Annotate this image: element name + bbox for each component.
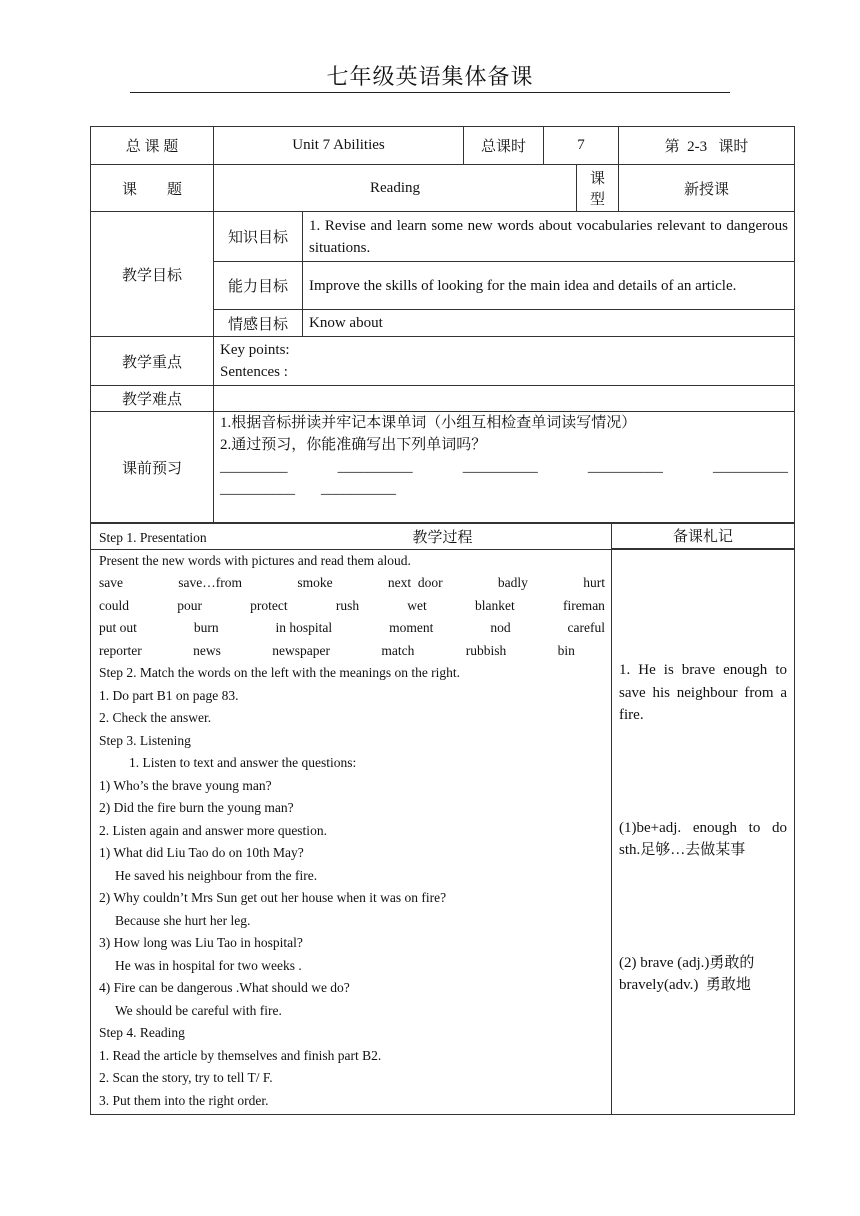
vocab-word: next door [387,575,443,590]
vocab-word: fireman [562,597,605,613]
vocab-word: in hospital [275,620,333,635]
knowledge-objective-label: 知识目标 [214,212,303,262]
answer-line: We should be careful with fire. [115,1002,282,1018]
vocab-row [99,640,605,663]
emotion-objective-label: 情感目标 [214,310,303,337]
preview-label: 课前预习 [91,412,214,524]
fill-blank: _________ [220,459,288,475]
emotion-objective-text: Know about [303,310,795,337]
vocab-word: hurt [583,575,605,590]
vocab-word: news [193,642,221,658]
ability-objective-text: Improve the skills of looking for the main idea and details of an article. [303,262,795,310]
key-points-label: 教学重点 [91,337,214,386]
note-vocab-adv: bravely(adv.) 勇敢地 [619,977,751,993]
step-line: 2. Scan the story, try to tell T/ F. [99,1070,273,1085]
vocab-word: save [99,575,123,590]
step-line: 2. Listen again and answer more question. [99,822,327,838]
fill-blank: __________ [713,459,788,475]
question-line: 3) How long was Liu Tao in hospital? [99,935,303,950]
preview-instruction-2: 2.通过预习，你能准确写出下列单词吗？ [220,437,487,453]
blank-line-row [220,478,788,500]
step-title: Step 1. Presentation [99,530,207,545]
question-line: 4) Fire can be dangerous .What should we do? [99,980,350,995]
step-line: 2. Check the answer. [99,710,212,725]
step-line: 3. Put them into the right order. [99,1092,269,1108]
note-grammar: (1)be+adj. enough to do sth.足够…去做某事 [619,819,787,858]
fill-blank: __________ [220,481,295,497]
notes-header: 备课札记 [612,523,795,549]
objectives-label: 教学目标 [91,212,214,337]
vocab-word: match [381,642,415,658]
lesson-meta-table [90,126,795,550]
fill-blank: __________ [337,459,413,475]
vocab-word: nod [490,620,511,635]
vocab-word: rush [335,597,360,613]
blank-line-row [220,456,788,478]
lesson-type-value: 新授课 [619,165,795,212]
vocab-word: badly [497,575,528,590]
answer-line: He was in hospital for two weeks . [115,957,302,973]
teaching-process-table [90,522,795,1115]
vocab-word: careful [567,620,605,635]
difficulties-label: 教学难点 [91,386,214,412]
note-sentence: 1. He is brave enough to save his neighbour from a fire. [619,662,787,723]
vocab-word: could [99,597,129,613]
key-points-cell [214,337,795,386]
vocab-word: newspaper [272,642,330,658]
vocab-word: save…from [178,575,243,590]
preview-cell [214,412,795,524]
question-line: 1) What did Liu Tao do on 10th May? [99,845,304,860]
vocab-word: burn [193,620,219,635]
vocab-word: put out [99,620,137,635]
process-header: 教学过程 [91,524,795,550]
answer-line: He saved his neighbour from the fire. [115,867,318,883]
sentences-line: Sentences : [220,364,288,380]
fill-blank: __________ [587,459,663,475]
notes-spacer [619,555,787,659]
key-points-line: Key points: [220,342,290,358]
notes-spacer [619,862,787,952]
step-line: 1. Read the article by themselves and finish part B2. [99,1047,382,1063]
step-line: Present the new words with pictures and read them aloud. [99,552,411,568]
fill-blank: __________ [321,481,396,497]
vocab-word: wet [407,597,427,613]
step-title: Step 4. Reading [99,1025,185,1040]
lesson-type-label: 课型 [577,165,619,212]
lesson-value: Reading [214,165,577,212]
step-line: 1. Do part B1 on page 83. [99,687,239,703]
knowledge-objective-text: 1. Revise and learn some new words about vocabularies relevant to dangerous situations. [303,212,795,262]
notes-cell [612,549,795,1115]
topic-value: Unit 7 Abilities [214,127,464,165]
lesson-label: 课 题 [91,165,214,212]
steps-cell [91,523,612,1115]
topic-label: 总 课 题 [91,127,214,165]
vocab-word: moment [389,620,434,635]
difficulties-text [214,386,795,412]
vocab-word: blanket [475,597,515,613]
vocab-word: bin [557,642,575,658]
question-line: 2) Why couldn’t Mrs Sun get out her house when it was on fire? [99,890,447,905]
preview-instruction-1: 1.根据音标拼读并牢记本课单词（小组互相检查单词读写情况） [220,415,637,431]
vocab-word: pour [177,597,202,613]
total-hours-value: 7 [544,127,619,165]
vocab-row [99,595,605,618]
vocab-row [99,617,605,640]
question-line: 2) Did the fire burn the young man? [99,800,294,815]
step-title: Step 2. Match the words on the left with the meanings on the right. [99,665,461,680]
notes-spacer [619,727,787,817]
vocab-word: reporter [99,642,142,658]
vocab-word: protect [250,597,288,613]
ability-objective-label: 能力目标 [214,262,303,310]
note-vocab-adj: (2) brave (adj.)勇敢的 [619,954,755,971]
vocab-word: smoke [297,575,333,590]
total-hours-label: 总课时 [464,127,544,165]
question-line: 1) Who’s the brave young man? [99,777,272,793]
vocab-word: rubbish [465,642,507,658]
vocab-row [99,572,605,595]
answer-line: Because she hurt her leg. [115,912,251,928]
step-title: Step 3. Listening [99,732,191,748]
title-underline [130,92,730,93]
document-title: 七年级英语集体备课 [326,64,534,89]
step-line: 1. Listen to text and answer the questions: [129,755,357,770]
period-value: 第 2-3 课时 [619,127,795,165]
fill-blank: __________ [462,459,538,475]
